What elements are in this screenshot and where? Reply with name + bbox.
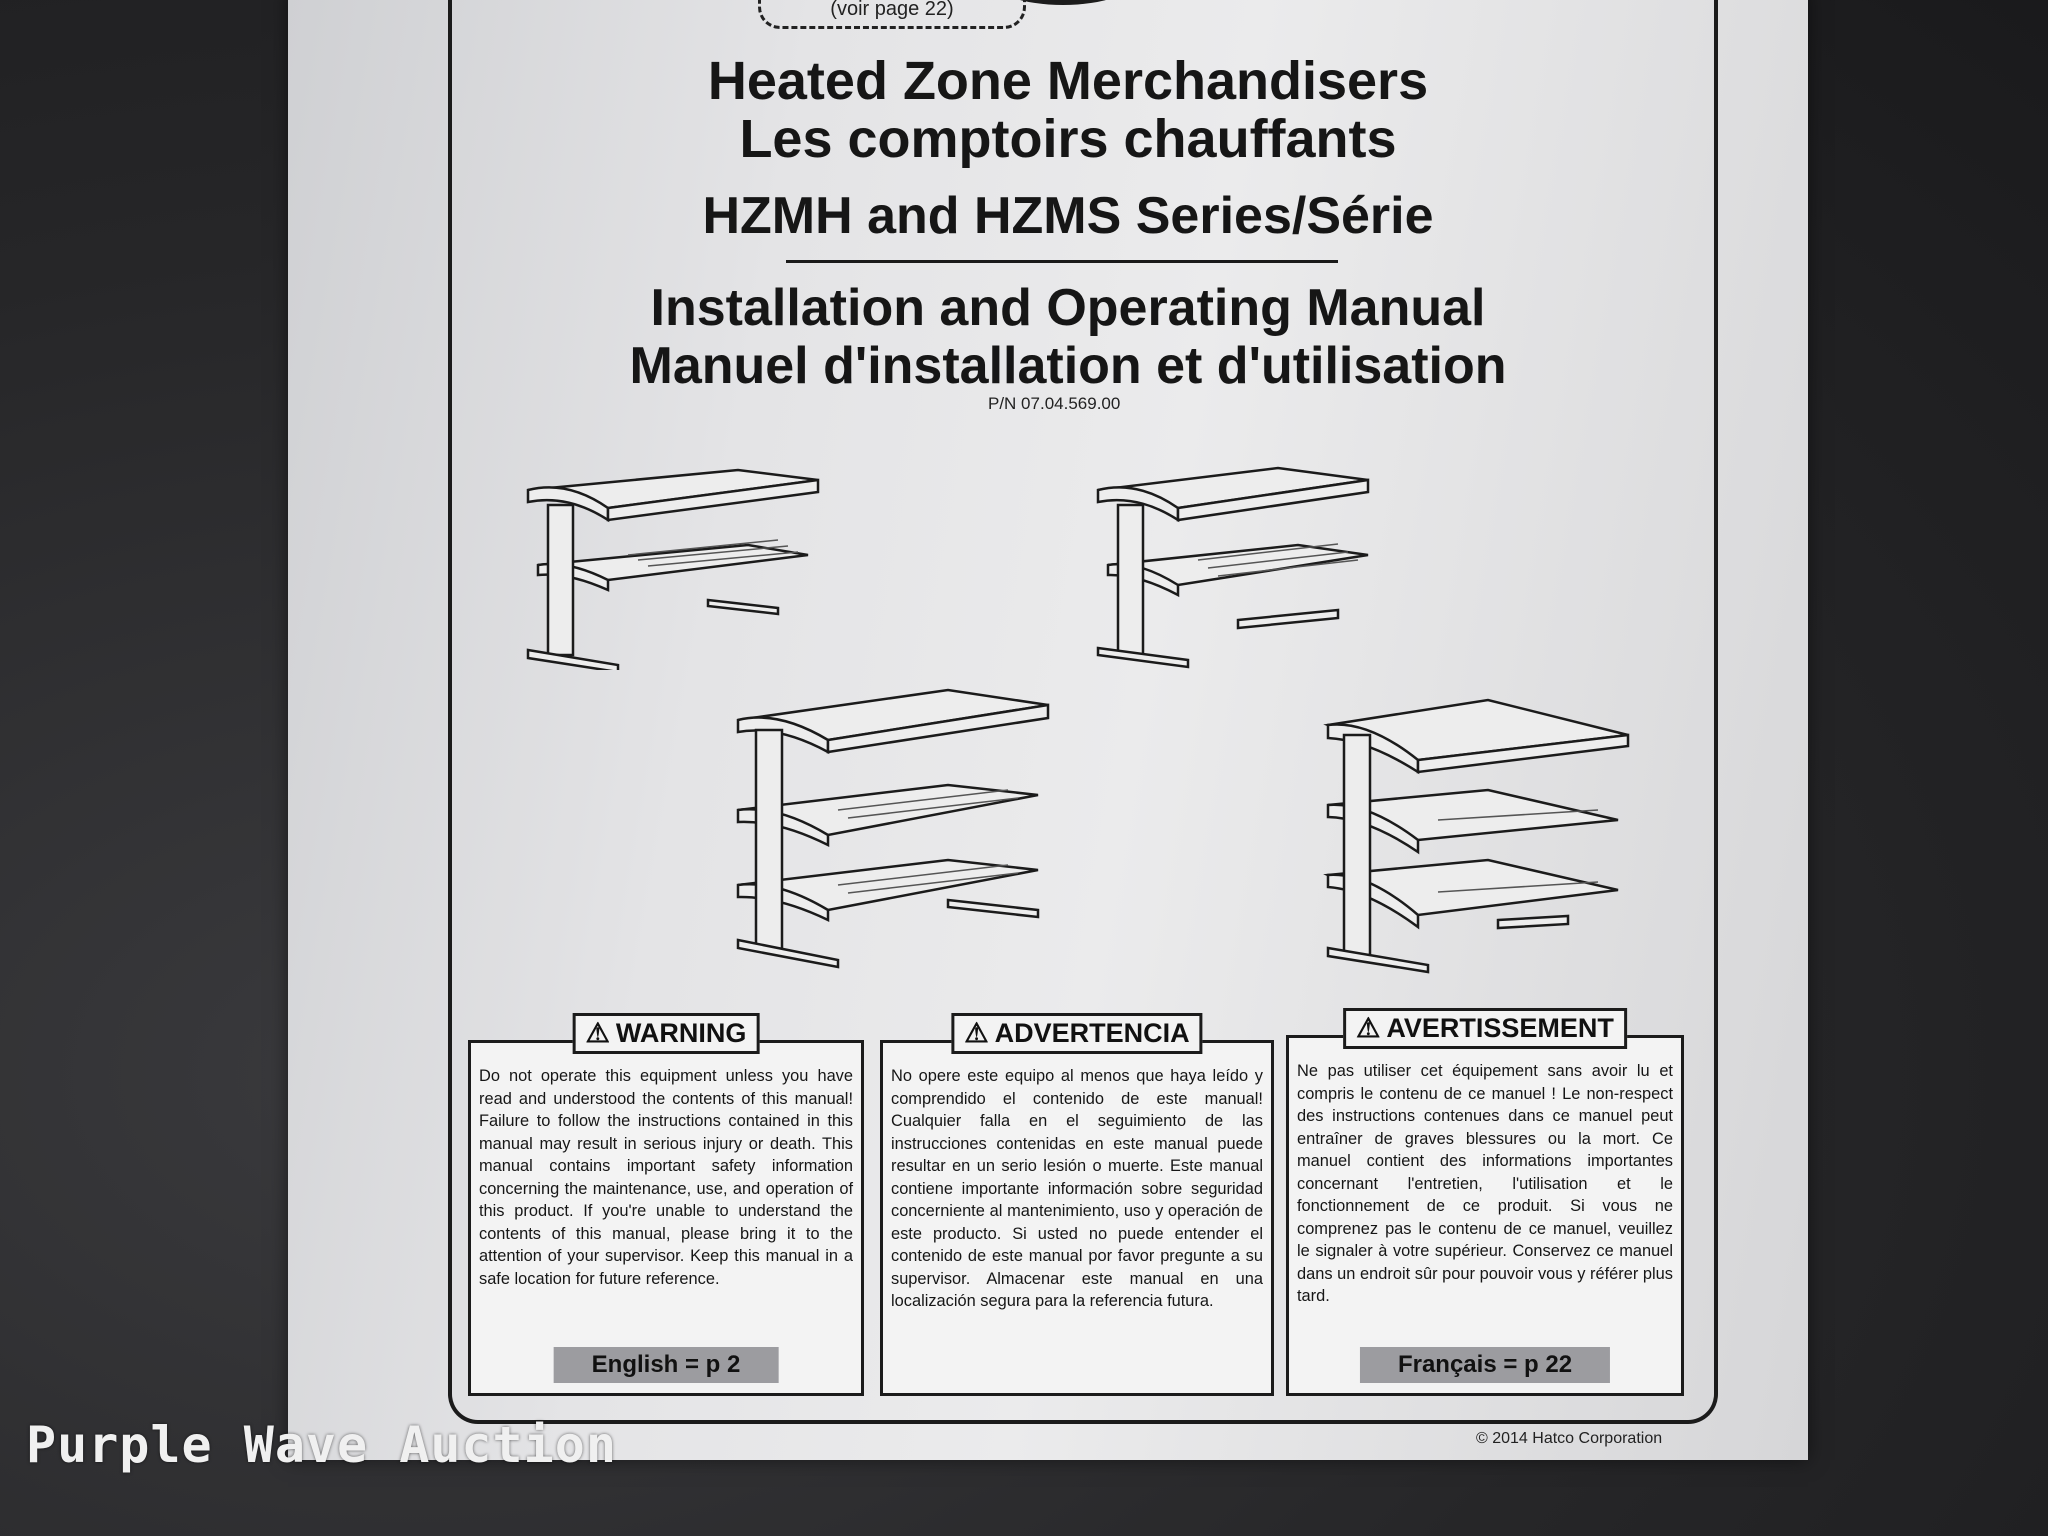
title-divider xyxy=(786,260,1338,263)
title-english: Heated Zone Merchandisers xyxy=(707,51,1429,111)
advertencia-header xyxy=(951,1013,1202,1054)
avertissement-header xyxy=(1343,1008,1627,1049)
advertencia-heading-text: ADVERTENCIA xyxy=(994,1018,1190,1048)
part-number: P/N 07.04.569.00 xyxy=(988,394,1121,413)
badge-line-2: (voir page 22) xyxy=(830,0,954,20)
advertencia-text: No opere este equipo al menos que haya leído y comprendido el contenido de este manual! Cualquier falla en el seguimiento de las instrucciones contenidas en este manual puede resultar en un serio lesión o muerte. Este manual contiene importante información sobre seguridad concerniente al mantenimiento, uso y operación de este producto. Si usted no puede entender el contenido de este manual por favor pregunte a su supervisor. Almacenar este manual en una localización segura para la referencia futura. xyxy=(891,1067,1263,1310)
warning-header xyxy=(573,1013,760,1054)
copyright: © 2014 Hatco Corporation xyxy=(1476,1430,1663,1447)
warning-triangle-icon: ⚠ xyxy=(585,1018,610,1048)
series-title: HZMH and HZMS Series/Série xyxy=(702,187,1434,245)
warning-box-french xyxy=(1286,1013,1684,1396)
manual-title-french: Manuel d'installation et d'utilisation xyxy=(629,337,1507,395)
merchandiser-illustration-1 xyxy=(508,460,848,670)
manual-cover-page xyxy=(288,0,1808,1460)
avertissement-heading-text: AVERTISSEMENT xyxy=(1386,1013,1614,1043)
watermark: Purple Wave Auction xyxy=(26,1416,617,1474)
french-page-reference: Français = p 22 xyxy=(1360,1347,1610,1383)
manual-title-english: Installation and Operating Manual xyxy=(650,279,1486,337)
merchandiser-illustration-2 xyxy=(1078,460,1398,670)
title-french: Les comptoirs chauffants xyxy=(739,109,1397,169)
warning-box-spanish xyxy=(880,1018,1274,1396)
warning-triangle-icon: ⚠ xyxy=(1356,1013,1381,1043)
warning-triangle-icon: ⚠ xyxy=(964,1018,989,1048)
register-online-badge xyxy=(758,0,1026,29)
warning-box-english xyxy=(468,1018,864,1396)
english-page-reference: English = p 2 xyxy=(554,1347,779,1383)
warning-heading-text: WARNING xyxy=(615,1018,747,1048)
merchandiser-illustration-3 xyxy=(718,670,1058,970)
avertissement-text: Ne pas utiliser cet équipement sans avoir lu et compris le contenu de ce manuel ! Le non-respect des instructions contenues dans ce manuel peut entraîner de graves blessures ou la mort. Ce manuel contient des informations importantes concernant l'entretien, l'utilisation et le fonctionnement de ce produit. Si vous ne comprenez pas le contenu de ce manuel, veuillez le signaler à votre supérieur. Conservez ce manuel dans un endroit sûr pour pouvoir vous y référer plus tard. xyxy=(1297,1062,1673,1305)
merchandiser-illustration-4 xyxy=(1308,680,1638,980)
warning-text: Do not operate this equipment unless you have read and understood the contents of this manual! Failure to follow the instructions contained in this manual may result in serious injury or death. This manual contains important safety information concerning the maintenance, use, and operation of this product. If you're unable to understand the contents of this manual, please bring it to the attention of your supervisor. Keep this manual in a safe location for future reference. xyxy=(479,1067,853,1288)
